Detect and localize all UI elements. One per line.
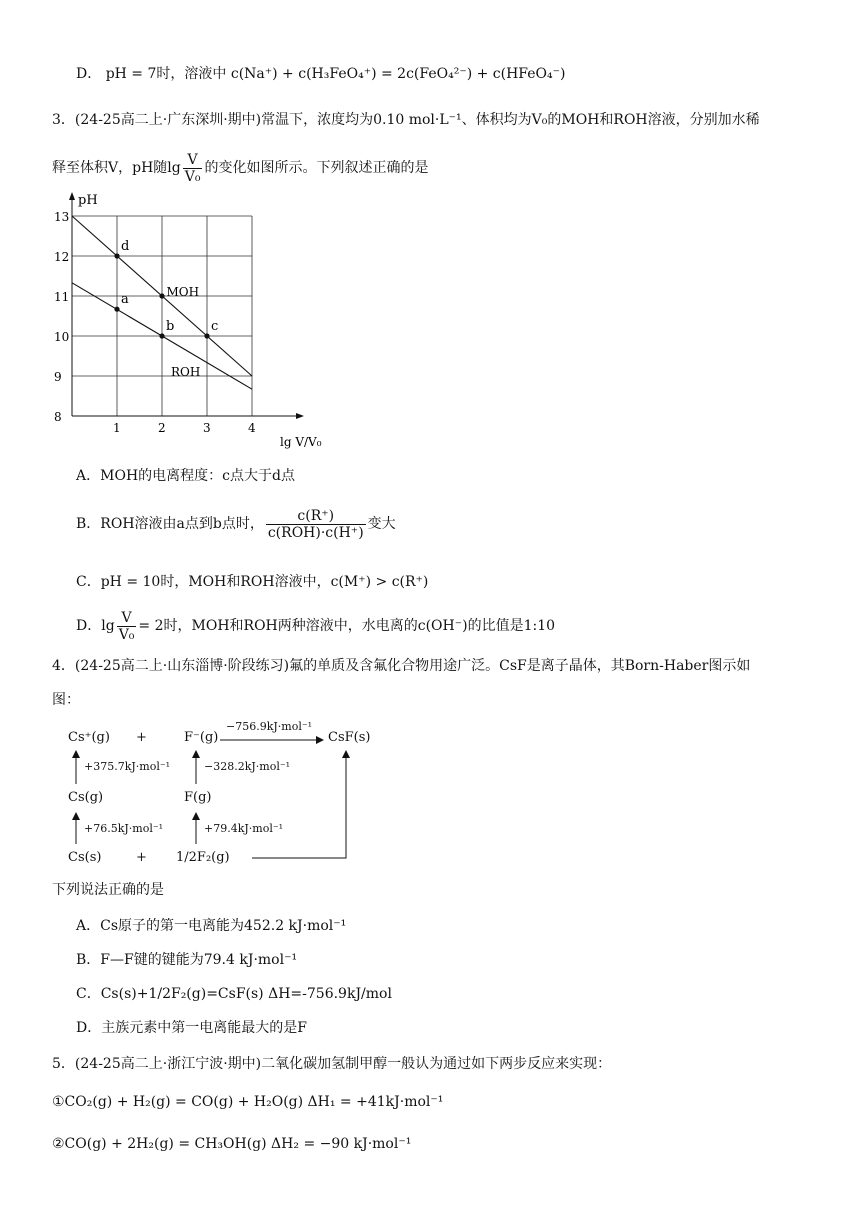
x-tick-label: 2 — [158, 421, 166, 435]
q3-option-b-text-a: ROH溶液由a点到b点时， — [100, 516, 264, 532]
q3-stem-1: 常温下，浓度均为0.10 mol·L⁻¹、体积均为V₀的MOH和ROH溶液，分别加水稀 — [261, 112, 760, 128]
q4-option-d[interactable] — [76, 1018, 307, 1038]
y-axis-label: pH — [78, 193, 98, 208]
q4-number: 4． — [52, 658, 75, 674]
q4-option-a[interactable] — [76, 916, 346, 936]
q2-option-d-label: D． — [76, 66, 102, 82]
q4-option-d-text: 主族元素中第一电离能最大的是F — [101, 1020, 307, 1036]
q3-option-d-num: V — [117, 610, 137, 627]
y-axis-arrowhead — [69, 192, 75, 200]
y-tick-label: 11 — [54, 290, 70, 304]
bh-cs-g: Cs(g) — [68, 790, 104, 805]
chart-axes — [69, 192, 322, 449]
q3-option-d-den: V₀ — [118, 626, 135, 643]
q3-option-d-fraction — [117, 610, 137, 643]
q3-source: (24-25高二上·广东深圳·期中) — [74, 112, 262, 128]
y-tick-label: 10 — [54, 330, 70, 344]
point-label-c: c — [211, 319, 219, 334]
q4-option-c-label: C． — [76, 986, 101, 1002]
q3-option-b[interactable] — [76, 504, 396, 544]
q3-option-b-den: c(ROH)·c(H⁺) — [267, 524, 364, 541]
y-tick-label: 13 — [54, 210, 70, 224]
q5-number: 5． — [52, 1056, 75, 1072]
q3-option-c-label: C． — [76, 574, 101, 590]
q3-option-b-text-b: 变大 — [367, 516, 396, 532]
q3-fraction — [183, 152, 203, 185]
chart-ticks — [54, 210, 256, 435]
q4-stem-1: 氟的单质及含氟化合物用途广泛。CsF是离子晶体，其Born-Haber图示如 — [289, 658, 751, 674]
x-axis-arrowhead — [296, 413, 304, 419]
y-tick-label: 8 — [54, 410, 62, 424]
q4-source: (24-25高二上·山东淄博·阶段练习) — [74, 658, 290, 674]
q2-option-d-text: pH = 7时，溶液中 — [105, 66, 227, 82]
bh-csf: CsF(s) — [328, 730, 371, 745]
q5-equation-1-text: ①CO₂(g) + H₂(g) = CO(g) + H₂O(g) ΔH₁ = +41kJ·mol⁻¹ — [52, 1094, 444, 1110]
q3-frac-den: V₀ — [184, 168, 201, 185]
q3-stem-2a: 释至体积V，pH随 — [52, 160, 168, 176]
q3-option-a-text: MOH的电离程度：c点大于d点 — [100, 468, 295, 484]
q3-option-a[interactable] — [76, 466, 295, 486]
born-haber-diagram — [60, 722, 420, 872]
q4-option-c[interactable] — [76, 984, 392, 1004]
q5-equation-2 — [52, 1134, 411, 1154]
bh-cs-sub-value: +76.5kJ·mol⁻¹ — [84, 822, 164, 835]
q3-option-b-label: B． — [76, 516, 101, 532]
q4-option-d-label: D． — [76, 1020, 102, 1036]
bh-plus-top: + — [136, 730, 147, 745]
q4-prompt — [52, 880, 164, 900]
bh-half-f2: 1/2F₂(g) — [176, 850, 230, 865]
q3-stem-line-1 — [52, 110, 760, 130]
q4-option-a-text: Cs原子的第一电离能为452.2 kJ·mol⁻¹ — [100, 918, 347, 934]
q3-option-a-label: A． — [76, 468, 101, 484]
q5-stem-text: 二氧化碳加氢制甲醇一般认为通过如下两步反应来实现： — [261, 1056, 612, 1072]
point-label-d: d — [121, 239, 130, 254]
data-point-unlabeled-4 — [159, 293, 164, 298]
x-tick-label: 4 — [248, 421, 256, 435]
q3-option-c-text: pH = 10时，MOH和ROH溶液中，c(M⁺) > c(R⁺) — [100, 574, 429, 590]
q4-stem-2: 图： — [52, 692, 80, 708]
point-label-b: b — [166, 319, 175, 334]
q4-option-b[interactable] — [76, 950, 297, 970]
q5-source: (24-25高二上·浙江宁波·期中) — [74, 1056, 262, 1072]
bh-f-ion: F⁻(g) — [184, 730, 219, 745]
bh-plus-bottom: + — [136, 850, 147, 865]
q3-frac-num: V — [183, 152, 203, 169]
bh-f-diss-value: +79.4kJ·mol⁻¹ — [204, 822, 284, 835]
data-point-a — [114, 307, 119, 312]
series-label-moh: MOH — [166, 285, 200, 299]
bh-lattice-value: −756.9kJ·mol⁻¹ — [226, 720, 313, 733]
q3-stem-line-2 — [52, 150, 428, 186]
q4-option-c-text: Cs(s)+1/2F₂(g)=CsF(s) ΔH=-756.9kJ/mol — [100, 986, 392, 1002]
q3-option-d-text-b: = 2时，MOH和ROH两种溶液中，水电离的c(OH⁻)的比值是1:10 — [138, 618, 556, 634]
data-point-c — [204, 333, 209, 338]
x-tick-label: 1 — [113, 421, 121, 435]
data-point-b — [159, 333, 164, 338]
series-label-roh: ROH — [171, 365, 201, 379]
q3-option-b-fraction — [266, 508, 366, 541]
q4-option-b-text: F—F键的键能为79.4 kJ·mol⁻¹ — [100, 952, 298, 968]
bh-f-ea-value: −328.2kJ·mol⁻¹ — [204, 760, 291, 773]
q3-number: 3． — [52, 112, 75, 128]
q4-stem-line-1 — [52, 656, 750, 676]
q5-equation-1 — [52, 1092, 443, 1112]
q3-lg: lg — [167, 160, 181, 176]
point-label-a: a — [121, 292, 129, 308]
q2-option-d-expression: c(Na⁺) + c(H₃FeO₄⁺) = 2c(FeO₄²⁻) + c(HFeO₄⁻) — [230, 66, 566, 82]
data-point-d — [114, 253, 119, 258]
q5-stem — [52, 1054, 611, 1074]
bh-cs-ion: Cs⁺(g) — [68, 730, 110, 745]
bh-cs-s: Cs(s) — [68, 850, 102, 865]
y-tick-label: 12 — [54, 250, 70, 264]
chart-grid — [72, 216, 252, 416]
q5-equation-2-text: ②CO(g) + 2H₂(g) = CH₃OH(g) ΔH₂ = −90 kJ·mol⁻¹ — [52, 1136, 412, 1152]
q2-option-d — [76, 64, 566, 84]
q3-option-c[interactable] — [76, 572, 428, 592]
q3-option-d-label: D． — [76, 618, 102, 634]
q4-stem-line-2 — [52, 690, 80, 710]
bh-cs-ie-value: +375.7kJ·mol⁻¹ — [84, 760, 171, 773]
ph-dilution-chart — [40, 188, 330, 458]
q3-option-d-lg: lg — [101, 618, 115, 634]
x-tick-label: 3 — [203, 421, 211, 435]
q3-option-b-num: c(R⁺) — [266, 508, 366, 525]
q4-option-b-label: B． — [76, 952, 101, 968]
q4-option-a-label: A． — [76, 918, 101, 934]
q4-prompt-text: 下列说法正确的是 — [52, 882, 164, 898]
q3-stem-2b: 的变化如图所示。下列叙述正确的是 — [204, 160, 429, 176]
q3-option-d[interactable] — [76, 608, 555, 644]
bh-f-g: F(g) — [184, 790, 212, 805]
x-axis-label: lg V/V₀ — [280, 435, 322, 449]
y-tick-label: 9 — [54, 370, 62, 384]
